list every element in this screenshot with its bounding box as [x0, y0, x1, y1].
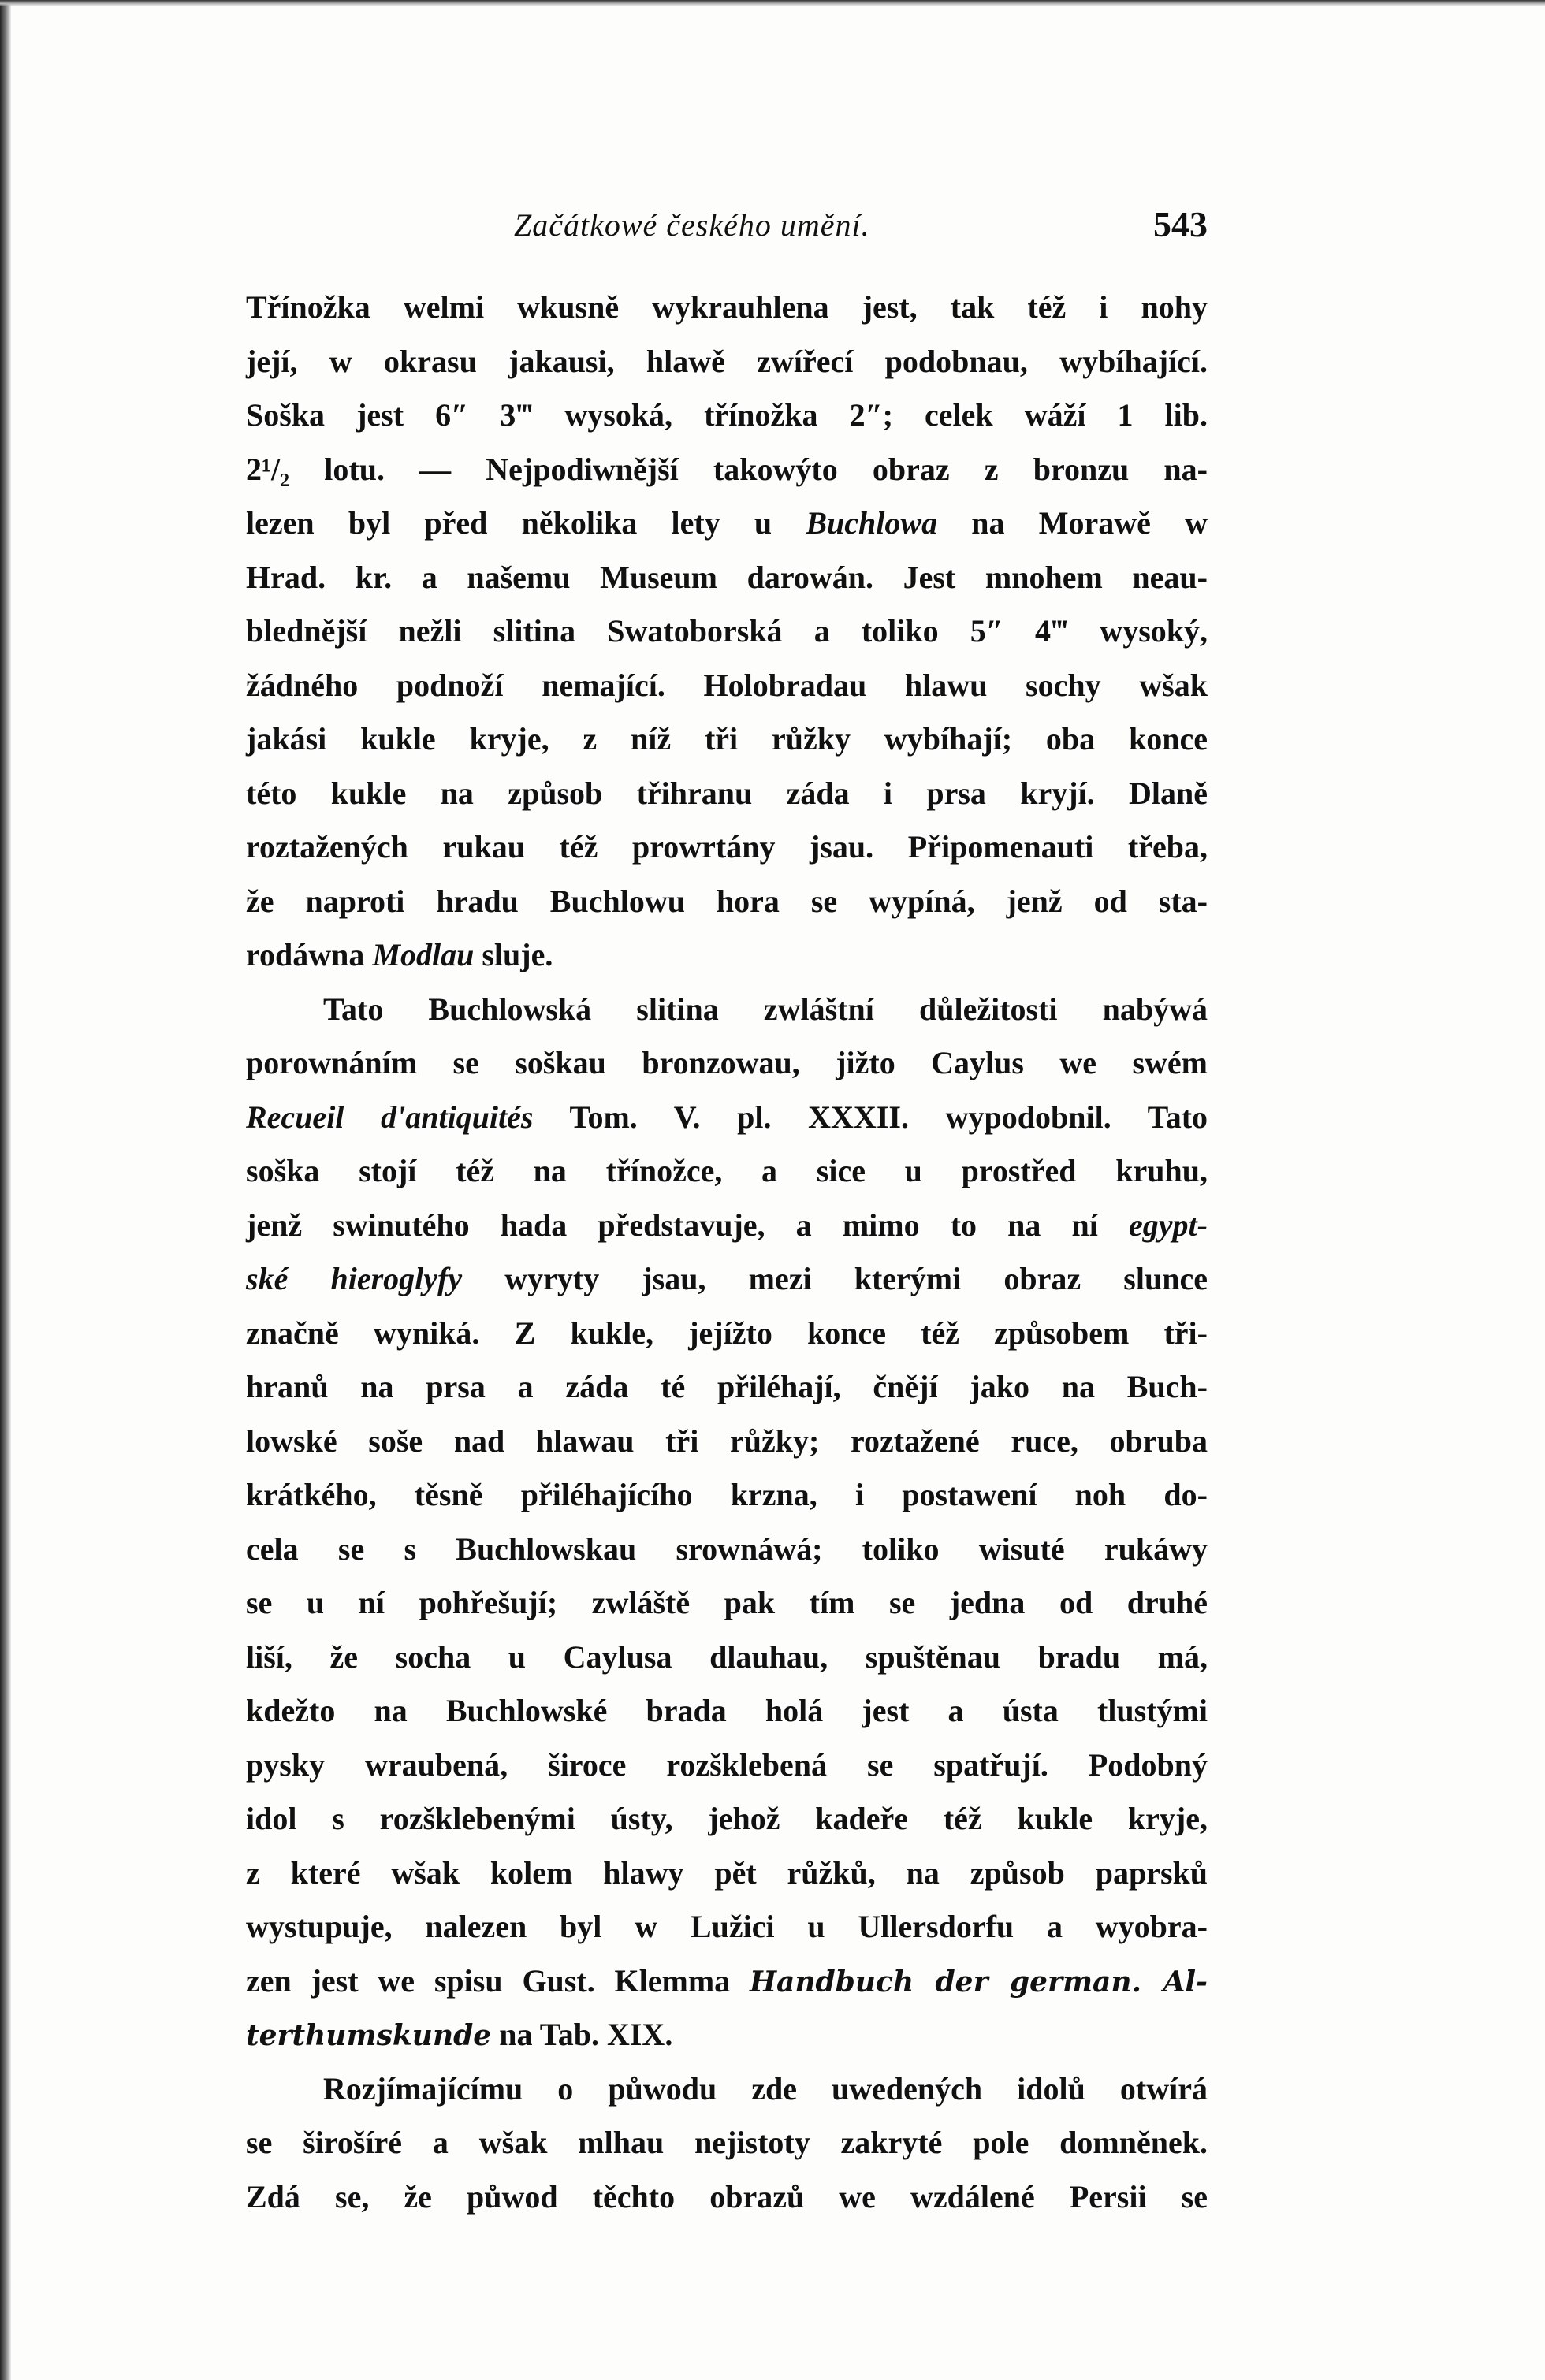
- text-segment: 2¹/₂ lotu. — Nejpodiwnější takowýto obraz z bronzu na-: [246, 451, 1208, 487]
- text-line: [246, 1091, 1208, 1145]
- text-line: [246, 983, 1208, 1037]
- text-line: [246, 1252, 1208, 1307]
- text-segment: Tom. V. pl. XXXII. wypodobnil. Tato: [533, 1099, 1208, 1135]
- text-segment: wystupuje, nalezen byl w Lužici u Ullersdorfu a wyobra-: [246, 1909, 1208, 1944]
- italic-text: Modlau: [372, 937, 475, 972]
- text-segment: lowské soše nad hlawau tři růžky; roztažené ruce, obruba: [246, 1422, 1208, 1459]
- text-segment: zen jest we spisu Gust. Klemma: [246, 1962, 750, 1999]
- text-segment: blednější nežli slitina Swatoborská a toliko 5″ 4‴ wysoký,: [246, 613, 1208, 649]
- text-segment: pysky wraubená, široce rozšklebená se spatřují. Podobný: [246, 1746, 1208, 1783]
- text-segment: Hrad. kr. a našemu Museum darowán. Jest mnohem neau-: [246, 559, 1208, 595]
- text-segment: cela se s Buchlowskau srownáwá; toliko wisuté rukáwy: [246, 1530, 1208, 1567]
- text-segment: této kukle na způsob třihranu záda i prsa kryjí. Dlaně: [246, 775, 1208, 811]
- text-line: [246, 1631, 1208, 1685]
- text-segment: soška stojí též na třínožce, a sice u prostřed kruhu,: [246, 1153, 1208, 1188]
- text-line: [246, 551, 1208, 605]
- scan-edge-left: [0, 0, 11, 2380]
- page-number: 543: [1153, 204, 1208, 244]
- text-line: [246, 1684, 1208, 1739]
- text-segment: roztažených rukau též prowrtány jsau. Připomenauti třeba,: [246, 829, 1208, 865]
- italic-text: ské hieroglyfy: [246, 1261, 463, 1296]
- text-line: [246, 659, 1208, 713]
- text-line: [246, 335, 1208, 389]
- text-line: [246, 1523, 1208, 1577]
- text-segment: na Morawě w: [937, 505, 1208, 541]
- text-segment: že naproti hradu Buchlowu hora se wypíná, jenž od sta-: [246, 883, 1208, 919]
- text-line: [246, 2116, 1208, 2170]
- text-segment: se širošíré a wšak mlhau nejistoty zakryté pole domněnek.: [246, 2125, 1208, 2160]
- running-title: Začátkowé českého umění.: [514, 207, 870, 243]
- text-segment: porownáním se soškau bronzowau, jižto Caylus we swém: [246, 1045, 1208, 1080]
- text-line: [246, 1739, 1208, 1793]
- text-line: [246, 1468, 1208, 1523]
- text-line: [246, 1307, 1208, 1361]
- text-segment: Soška jest 6″ 3‴ wysoká, třínožka 2″; celek wáží 1 lib.: [246, 397, 1208, 433]
- text-line: [246, 1036, 1208, 1091]
- text-line: [246, 712, 1208, 767]
- text-line: [246, 1954, 1208, 2009]
- body-text: [246, 281, 1208, 2224]
- text-segment: wyryty jsau, mezi kterými obraz slunce: [462, 1261, 1208, 1296]
- text-segment: z které wšak kolem hlawy pět růžků, na způsob paprsků: [246, 1854, 1208, 1891]
- text-line: [246, 767, 1208, 821]
- page-header: [246, 206, 1208, 254]
- text-segment: žádného podnoží nemající. Holobradau hlawu sochy wšak: [246, 667, 1208, 703]
- text-line: [246, 1144, 1208, 1199]
- text-line: [246, 496, 1208, 551]
- text-line: [246, 928, 1208, 983]
- text-segment: idol s rozšklebenými ústy, jehož kadeře též kukle kryje,: [246, 1801, 1208, 1836]
- fraktur-text: Handbuch der german. Al-: [750, 1965, 1208, 1999]
- text-segment: její, w okrasu jakausi, hlawě zwířecí podobnau, wybíhající.: [246, 343, 1208, 379]
- text-line: [246, 2170, 1208, 2225]
- text-segment: na Tab. XIX.: [491, 2017, 673, 2052]
- text-segment: Rozjímajícímu o půwodu zde uwedených idolů otwírá: [323, 2070, 1208, 2107]
- fraktur-text: terthumskunde: [246, 2019, 492, 2052]
- text-line: [246, 1792, 1208, 1846]
- text-segment: rodáwna: [246, 937, 373, 972]
- text-line: [246, 1199, 1208, 1253]
- text-segment: jenž swinutého hada představuje, a mimo to na ní: [246, 1207, 1130, 1243]
- text-line: [246, 820, 1208, 875]
- text-segment: Zdá se, že půwod těchto obrazů we wzdálené Persii se: [246, 2178, 1208, 2215]
- text-line: [246, 443, 1208, 497]
- italic-text: egypt-: [1129, 1207, 1208, 1243]
- text-line: [246, 1900, 1208, 1954]
- text-segment: kdežto na Buchlowské brada holá jest a ústa tlustými: [246, 1693, 1208, 1728]
- text-line: [246, 1360, 1208, 1415]
- text-segment: liší, že socha u Caylusa dlauhau, spuštěnau bradu má,: [246, 1638, 1208, 1675]
- text-segment: Tato Buchlowská slitina zwláštní důležitosti nabýwá: [323, 991, 1208, 1027]
- text-segment: lezen byl před několika lety u: [246, 505, 806, 541]
- text-segment: krátkého, těsně přiléhajícího krzna, i postawení noh do-: [246, 1477, 1208, 1512]
- text-line: [246, 281, 1208, 335]
- text-line: [246, 1846, 1208, 1901]
- text-line: [246, 389, 1208, 443]
- text-segment: značně wyniká. Z kukle, jejížto konce též způsobem tři-: [246, 1315, 1208, 1351]
- text-segment: hranů na prsa a záda té přiléhají, čnějí jako na Buch-: [246, 1369, 1208, 1404]
- text-segment: se u ní pohřešují; zwláště pak tím se jedna od druhé: [246, 1585, 1208, 1620]
- text-line: [246, 2062, 1208, 2117]
- text-line: [246, 2008, 1208, 2062]
- text-line: [246, 604, 1208, 659]
- text-segment: sluje.: [474, 937, 553, 972]
- text-line: [246, 875, 1208, 929]
- text-segment: jakási kukle kryje, z níž tři růžky wybíhají; oba konce: [246, 721, 1208, 757]
- text-line: [246, 1415, 1208, 1469]
- italic-text: Buchlowa: [806, 505, 938, 541]
- italic-text: Recueil d'antiquités: [246, 1099, 534, 1135]
- text-segment: Třínožka welmi wkusně wykrauhlena jest, tak též i nohy: [246, 289, 1208, 325]
- text-line: [246, 1576, 1208, 1631]
- scan-edge-top: [0, 0, 1545, 6]
